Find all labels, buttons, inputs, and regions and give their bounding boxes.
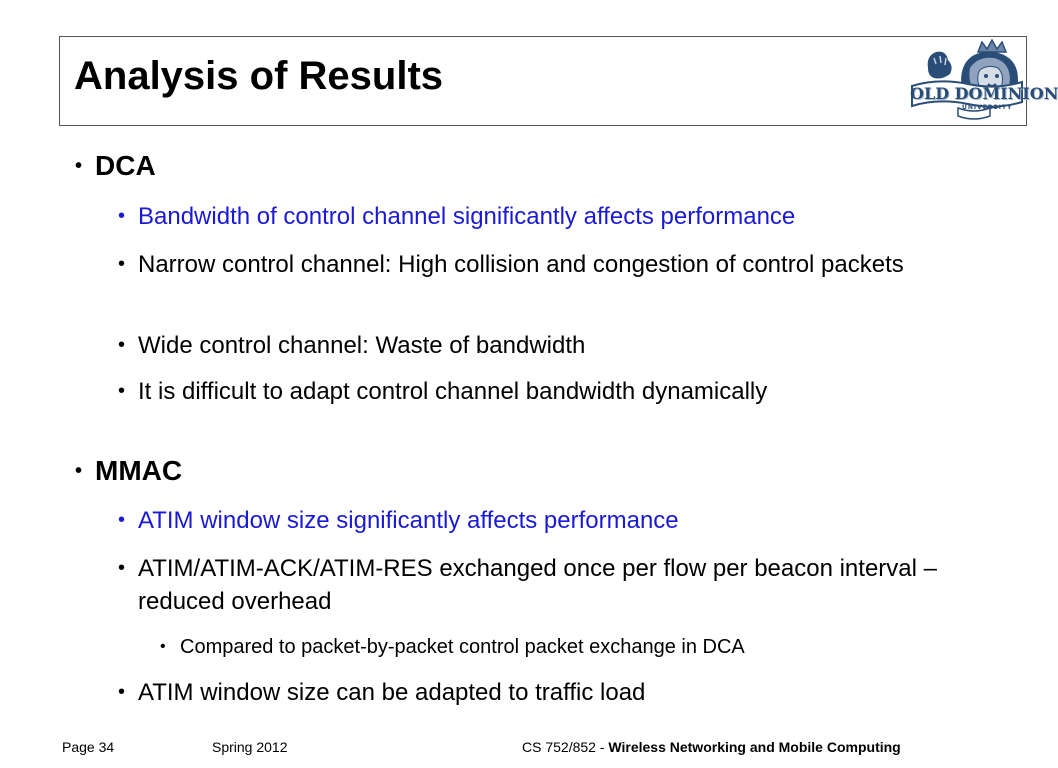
footer-page-number: Page 34 — [62, 739, 115, 755]
bullet-icon: • — [75, 155, 83, 177]
bullet-icon: • — [118, 205, 126, 227]
list-item-text: ATIM window size significantly affects performance — [138, 507, 679, 534]
bullet-icon: • — [75, 460, 83, 482]
list-item-text: Bandwidth of control channel significantly affects performance — [138, 203, 796, 230]
section-heading-label: DCA — [95, 150, 156, 181]
list-item-text: Narrow control channel: High collision and congestion of control packets — [138, 251, 904, 278]
list-item — [118, 329, 978, 362]
logo-wordmark: OLD DOMINION — [910, 84, 1058, 103]
list-item-text: ATIM window size can be adapted to traffic load — [138, 679, 646, 706]
bullet-icon: • — [160, 638, 166, 655]
list-item — [118, 200, 978, 233]
footer-course-title: Wireless Networking and Mobile Computing — [608, 739, 901, 755]
list-item — [118, 375, 978, 408]
list-item — [118, 676, 978, 709]
list-item-text: ATIM/ATIM-ACK/ATIM-RES exchanged once per flow per beacon interval – reduced overhead — [138, 555, 937, 615]
list-item — [118, 552, 978, 618]
section-heading-dca — [75, 150, 156, 182]
bullet-icon: • — [118, 253, 126, 275]
bullet-icon: • — [118, 681, 126, 703]
bullet-icon: • — [118, 380, 126, 402]
footer-course-prefix: CS 752/852 - — [522, 739, 609, 755]
title-box — [59, 36, 1027, 126]
bullet-icon: • — [118, 557, 126, 579]
sub-list-item — [160, 634, 1000, 660]
list-item — [118, 504, 978, 537]
lion-mascot-icon — [908, 38, 1024, 124]
footer-term: Spring 2012 — [212, 739, 288, 755]
list-item — [118, 248, 978, 281]
section-heading-mmac — [75, 455, 182, 487]
bullet-icon: • — [118, 509, 126, 531]
list-item-text: It is difficult to adapt control channel bandwidth dynamically — [138, 378, 768, 405]
logo-subtext: UNIVERSITY — [962, 104, 1013, 111]
list-item-text: Wide control channel: Waste of bandwidth — [138, 332, 586, 359]
sub-list-item-text: Compared to packet-by-packet control packet exchange in DCA — [180, 636, 745, 658]
bullet-icon: • — [118, 334, 126, 356]
footer-course — [522, 739, 901, 755]
university-logo — [908, 38, 1058, 124]
section-heading-label: MMAC — [95, 455, 183, 486]
slide-title: Analysis of Results — [74, 54, 444, 98]
